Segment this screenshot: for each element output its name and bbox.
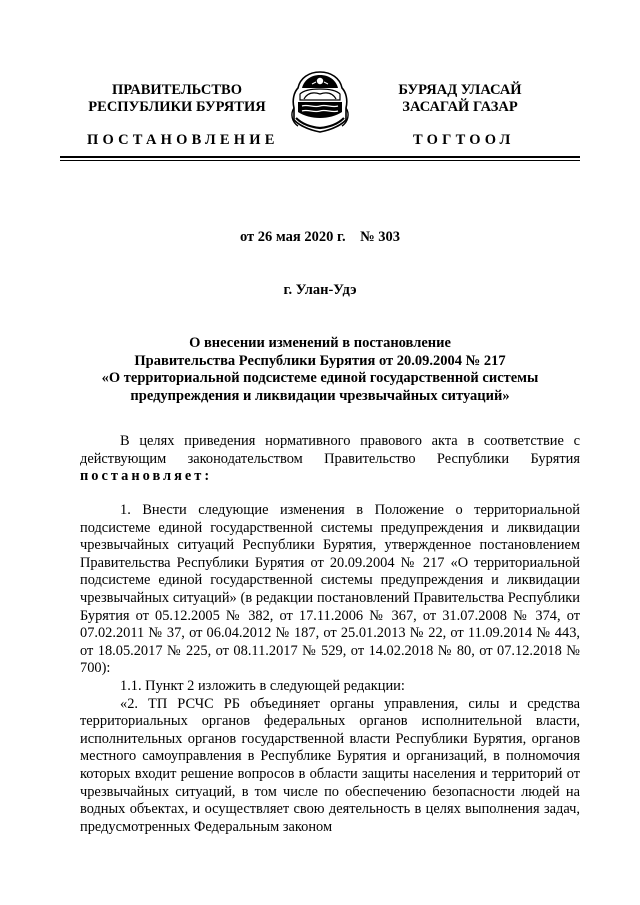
header-rule-thick [60,156,580,158]
title-line-4: предупреждения и ликвидации чрезвычайных ситуаций» [130,387,510,404]
preamble [80,433,580,486]
header-right [335,82,585,116]
header-left-line-1: ПРАВИТЕЛЬСТВО [112,82,242,98]
header-left [52,82,302,116]
title-line-3: «О территориальной подсистеме единой государственной системы [101,370,539,386]
title-line-2: Правительства Республики Бурятия от 20.09.2004 № 217 [134,352,506,369]
header-left-line-2: РЕСПУБЛИКИ БУРЯТИЯ [88,99,266,115]
header-right-line-1: БУРЯАД УЛАСАЙ [398,82,522,98]
doc-type-buryat: ТОГТООЛ [413,132,515,148]
preamble-text: В целях приведения нормативного правового акта в соответствие с действующим законодательством Правительство Республики Бурятия [80,433,580,467]
title-line-1: О внесении изменений в постановление [189,335,451,351]
paragraph-1: 1. Внести следующие изменения в Положение о территориальной подсистеме единой государственной системы предупреждения и ликвидации чрезвычайных ситуаций Республики Бурятия, утвержденное постановлением Правительства Республики Бурятия от 20.09.2004 № 217 «О территориальной подсистеме единой государственной системы предупреждения и ликвидации чрезвычайных ситуаций» (в редакции постановлений Правительства Республики Бурятия от 05.12.2005 № 382, от 17.11.2006 № 367, от 31.07.2008 № 374, от 07.02.2011 № 37, от 06.04.2012 № 187, от 25.01.2013 № 22, от 11.09.2014 № 443, от 18.05.2017 № 225, от 08.11.2017 № 529, от 14.02.2018 № 80, от 07.12.2018 № 700): [80,502,580,677]
document-title [60,335,580,405]
city: г. Улан-Удэ [283,282,357,298]
header-rule-thin [60,160,580,161]
doc-type-russian: ПОСТАНОВЛЕНИЕ [87,132,279,148]
paragraph-quote: «2. ТП РСЧС РБ объединяет органы управления, силы и средства территориальных органов федеральных органов исполнительной власти, исполнительных органов государственной власти Республики Бурятия, органов местного самоуправления в Республике Бурятия и организаций, в полномочия которых входит решение вопросов в области защиты населения и территорий от чрезвычайных ситуаций, в том числе по обеспечению безопасности людей на водных объектах, и осуществляет свою деятельность в целях выполнения задач, предусмотренных Федеральным законом [80,695,580,835]
paragraph-1-1: 1.1. Пункт 2 изложить в следующей редакции: [120,677,405,694]
body-text [80,502,580,836]
decree-word: постановляет: [80,468,213,485]
header-right-line-2: ЗАСАГАЙ ГАЗАР [402,99,518,115]
date-and-number: от 26 мая 2020 г. № 303 [239,229,401,245]
